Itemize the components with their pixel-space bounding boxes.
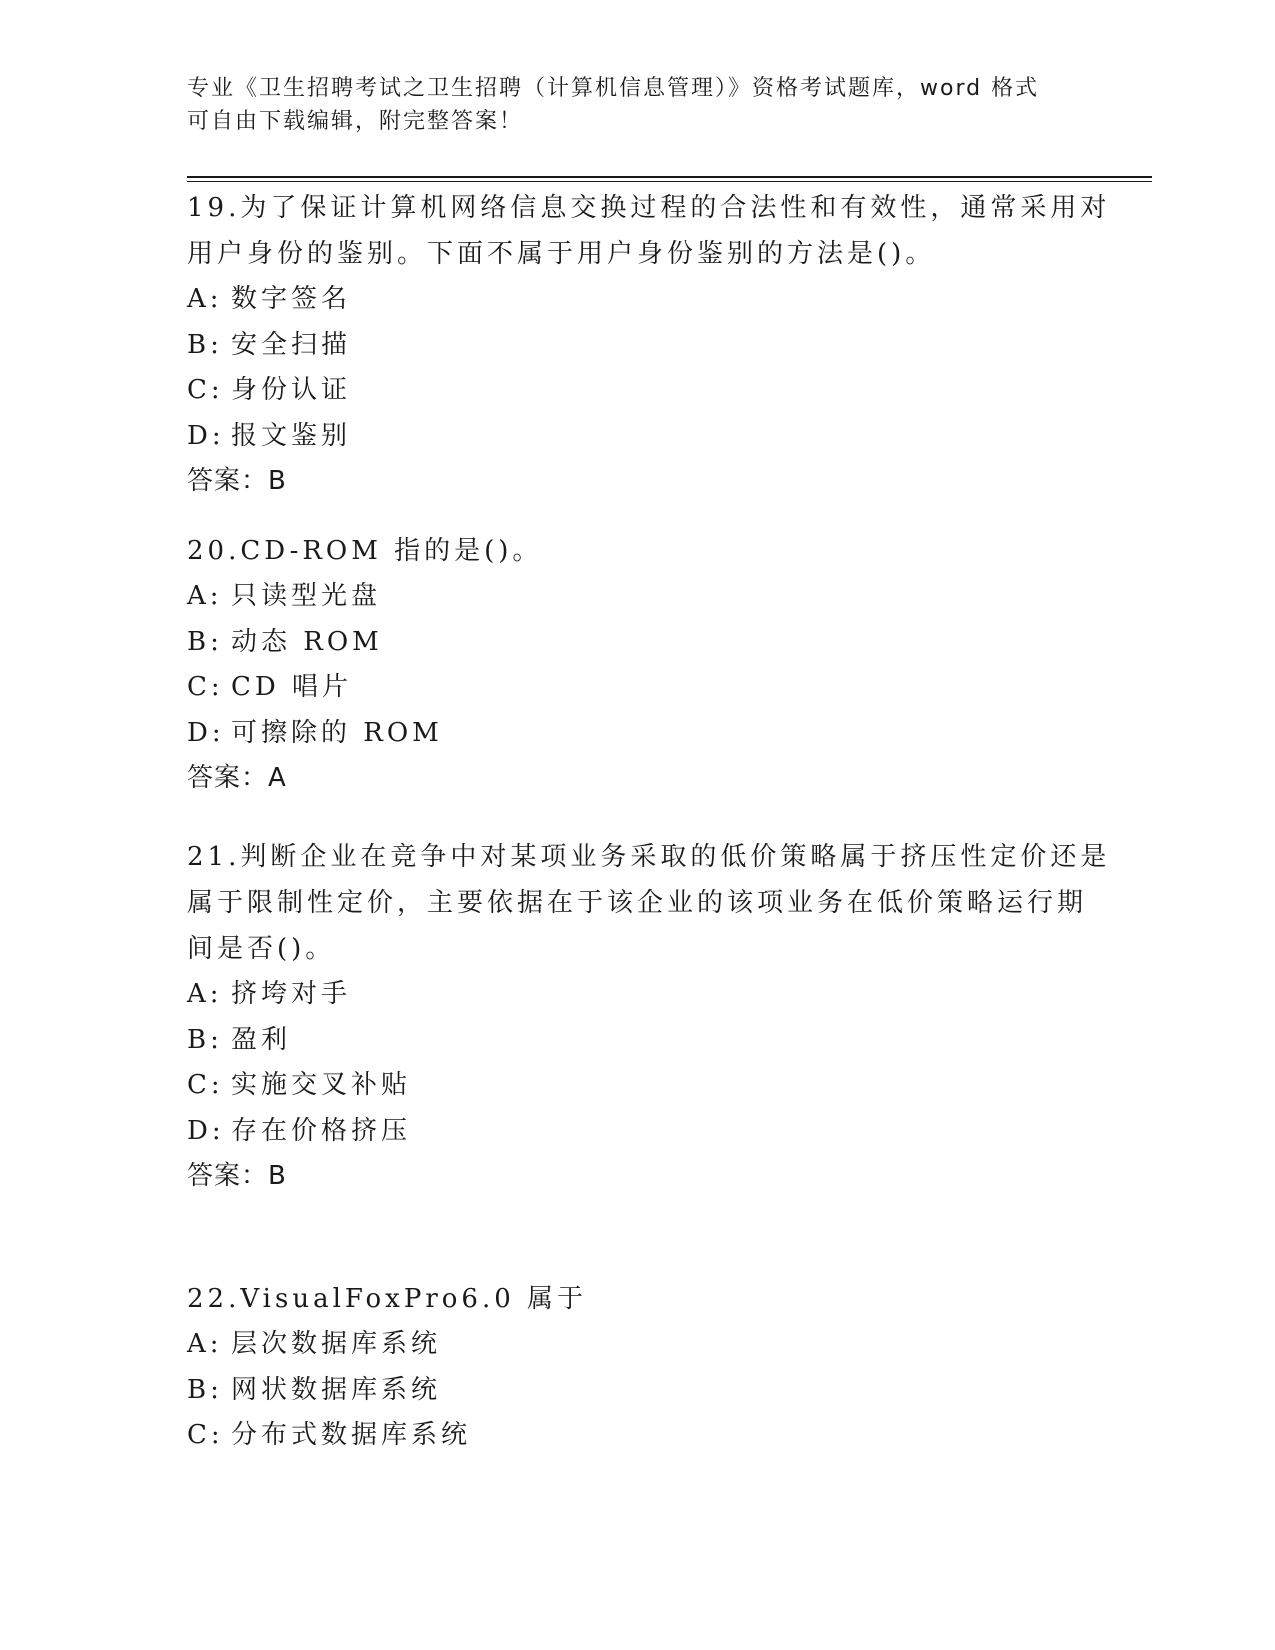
- option-c: [187, 1413, 1087, 1459]
- question-19: [187, 185, 1111, 504]
- option-b: [187, 1018, 1087, 1064]
- document-header: [187, 72, 1087, 138]
- option-text: 挤垮对手: [231, 979, 352, 1009]
- option-d: [187, 414, 1087, 460]
- option-c: [187, 1063, 1087, 1109]
- option-a: [187, 574, 1087, 620]
- question-stem-line: 20.CD-ROM 指的是()。: [187, 536, 543, 566]
- option-b: [187, 620, 1087, 666]
- option-d: [187, 711, 1087, 757]
- question-stem-line: 属于限制性定价，主要依据在于该企业的该项业务在低价策略运行期: [187, 888, 1088, 918]
- option-text: 安全扫描: [231, 329, 352, 360]
- question-20: [187, 528, 1087, 801]
- option-text: 实施交叉补贴: [231, 1070, 412, 1100]
- question-22: [187, 1276, 1087, 1459]
- option-text: 盈利: [231, 1024, 292, 1055]
- option-b: [187, 1368, 1087, 1414]
- option-text: 只读型光盘: [231, 581, 382, 611]
- option-letter: A:: [187, 979, 223, 1009]
- option-letter: D:: [187, 717, 225, 748]
- option-letter: D:: [187, 420, 225, 451]
- option-letter: C:: [187, 672, 224, 702]
- question-stem-line: 21.判断企业在竞争中对某项业务采取的低价策略属于挤压性定价还是: [187, 842, 1111, 872]
- option-letter: C:: [187, 1420, 224, 1450]
- question-stem-line: 间是否()。: [187, 934, 336, 964]
- question-stem-line: 用户身份的鉴别。下面不属于用户身份鉴别的方法是()。: [187, 239, 936, 269]
- option-letter: C:: [187, 375, 224, 405]
- answer-line: 答案：B: [187, 466, 287, 496]
- option-c: [187, 665, 1087, 711]
- option-text: 动态 ROM: [231, 626, 383, 657]
- question-stem-line: 19.为了保证计算机网络信息交换过程的合法性和有效性，通常采用对: [187, 193, 1111, 223]
- option-text: 数字签名: [231, 284, 352, 314]
- header-divider-thick: [187, 176, 1152, 178]
- option-text: 网状数据库系统: [231, 1374, 442, 1405]
- option-text: 层次数据库系统: [231, 1329, 442, 1359]
- option-letter: D:: [187, 1115, 225, 1146]
- option-letter: C:: [187, 1070, 224, 1100]
- option-text: 报文鉴别: [231, 420, 352, 451]
- option-text: 身份认证: [231, 375, 352, 405]
- option-d: [187, 1109, 1087, 1155]
- option-letter: B:: [187, 1374, 223, 1405]
- option-a: [187, 1322, 1087, 1368]
- header-divider-thin: [187, 181, 1152, 182]
- option-letter: A:: [187, 284, 223, 314]
- answer-line: 答案：A: [187, 763, 287, 793]
- header-line-1: 专业《卫生招聘考试之卫生招聘（计算机信息管理）》资格考试题库，word 格式: [187, 76, 1040, 101]
- option-letter: B:: [187, 626, 223, 657]
- question-stem-line: 22.VisualFoxPro6.0 属于: [187, 1284, 588, 1314]
- option-text: CD 唱片: [231, 672, 353, 702]
- question-21: [187, 834, 1111, 1199]
- option-a: [187, 277, 1087, 323]
- header-line-2: 可自由下载编辑，附完整答案！: [187, 109, 524, 134]
- option-text: 存在价格挤压: [231, 1115, 412, 1146]
- option-letter: B:: [187, 329, 223, 360]
- answer-line: 答案：B: [187, 1161, 287, 1191]
- option-letter: A:: [187, 581, 223, 611]
- option-c: [187, 368, 1087, 414]
- option-text: 分布式数据库系统: [231, 1420, 472, 1450]
- option-letter: A:: [187, 1329, 223, 1359]
- option-text: 可擦除的 ROM: [231, 717, 443, 748]
- option-letter: B:: [187, 1024, 223, 1055]
- option-a: [187, 972, 1087, 1018]
- option-b: [187, 323, 1087, 369]
